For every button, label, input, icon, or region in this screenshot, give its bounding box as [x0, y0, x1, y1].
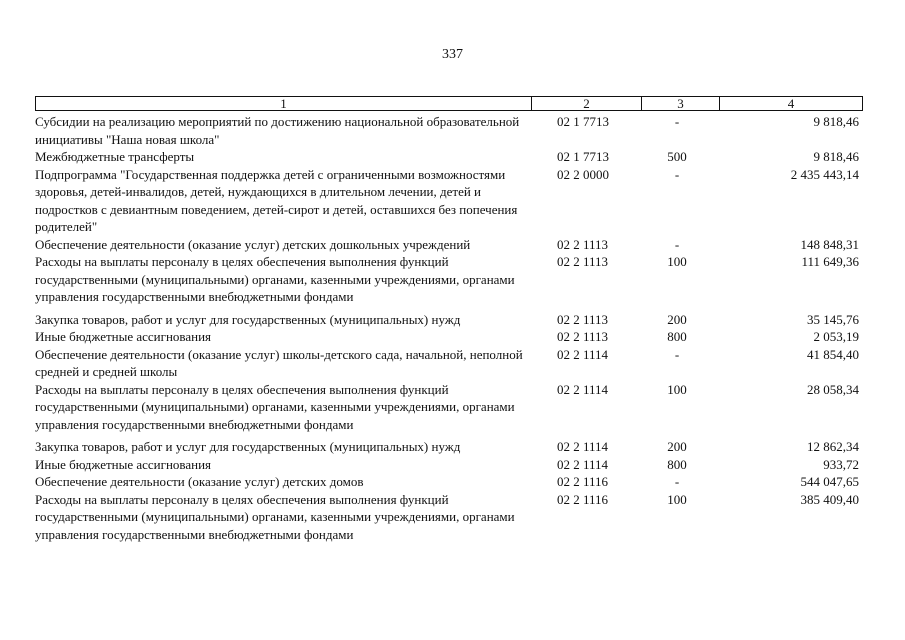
- header-col-3: 3: [642, 97, 720, 110]
- row-code: 02 2 1113: [557, 329, 609, 344]
- row-amount: 544 047,65: [800, 474, 859, 489]
- row-name: Субсидии на реализацию мероприятий по достижению национальной образовательной инициативы "Наша новая школа": [35, 114, 520, 147]
- row-code: 02 2 0000: [557, 166, 609, 182]
- table-row: [35, 113, 865, 148]
- row-type: 200: [667, 439, 687, 454]
- row-type: -: [674, 166, 680, 182]
- table-header: [35, 96, 863, 111]
- row-code: 02 2 1116: [557, 491, 609, 507]
- row-code: 02 2 1114: [557, 346, 609, 362]
- row-code: 02 1 7713: [557, 114, 609, 129]
- row-type: 800: [667, 329, 687, 344]
- row-type: 200: [667, 311, 687, 327]
- row-code: 02 2 1114: [557, 456, 609, 472]
- row-code: 02 2 1113: [557, 311, 609, 327]
- row-amount: 2 053,19: [813, 329, 859, 344]
- row-amount: 35 145,76: [807, 311, 859, 327]
- table-row: [35, 236, 865, 254]
- row-amount: 385 409,40: [800, 491, 859, 507]
- row-name: Закупка товаров, работ и услуг для государственных (муниципальных) нужд: [35, 311, 461, 327]
- header-col-1: 1: [36, 97, 532, 110]
- table-row: [35, 491, 865, 544]
- row-amount: 9 818,46: [813, 149, 859, 164]
- row-type: 100: [667, 491, 687, 507]
- page-number: 337: [442, 47, 463, 62]
- row-type: 100: [667, 254, 687, 269]
- row-name: Подпрограмма "Государственная поддержка детей с ограниченными возможностями здоровья, детей-инвалидов, детей, нуждающихся в длительном лечении, детей и подростков с девиантным поведением, детей-сирот и детей, оставшихся без попечения родителей": [35, 166, 518, 234]
- row-type: -: [674, 474, 680, 489]
- row-name: Расходы на выплаты персоналу в целях обеспечения выполнения функций государственными (муниципальными) органами, казенными учреждениями, органами управления государственными внебюджетными фондами: [35, 381, 515, 432]
- row-code: 02 2 1113: [557, 236, 609, 252]
- row-name: Расходы на выплаты персоналу в целях обеспечения выполнения функций государственными (муниципальными) органами, казенными учреждениями, органами управления государственными внебюджетными фондами: [35, 254, 515, 304]
- row-name: Расходы на выплаты персоналу в целях обеспечения выполнения функций государственными (муниципальными) органами, казенными учреждениями, органами управления государственными внебюджетными фондами: [35, 491, 515, 542]
- table-row: [35, 346, 865, 381]
- row-type: 500: [667, 149, 687, 164]
- row-type: -: [674, 114, 680, 129]
- row-amount: 12 862,34: [807, 439, 859, 454]
- row-name: Иные бюджетные ассигнования: [35, 329, 212, 344]
- table-row: [35, 166, 865, 236]
- table-row: [35, 473, 865, 491]
- row-name: Иные бюджетные ассигнования: [35, 456, 212, 472]
- table-row: [35, 311, 865, 329]
- row-name: Закупка товаров, работ и услуг для государственных (муниципальных) нужд: [35, 439, 461, 454]
- table-row: [35, 381, 865, 434]
- row-name: Обеспечение деятельности (оказание услуг) детских дошкольных учреждений: [35, 236, 471, 252]
- budget-table: [35, 113, 865, 543]
- table-row: [35, 328, 865, 346]
- row-type: -: [674, 236, 680, 252]
- row-code: 02 2 1113: [557, 254, 609, 269]
- table-row: [35, 456, 865, 474]
- row-amount: 933,72: [823, 456, 859, 472]
- table-row: [35, 148, 865, 166]
- row-code: 02 1 7713: [557, 149, 609, 164]
- row-name: Межбюджетные трансферты: [35, 149, 195, 164]
- header-col-2: 2: [532, 97, 642, 110]
- row-name: Обеспечение деятельности (оказание услуг) детских домов: [35, 474, 364, 489]
- row-amount: 41 854,40: [807, 346, 859, 362]
- row-amount: 2 435 443,14: [790, 166, 859, 182]
- row-amount: 111 649,36: [801, 254, 859, 269]
- row-amount: 9 818,46: [813, 114, 859, 129]
- row-code: 02 2 1116: [557, 474, 609, 489]
- row-type: 100: [667, 381, 687, 397]
- row-amount: 28 058,34: [807, 381, 859, 397]
- row-code: 02 2 1114: [557, 381, 609, 397]
- row-amount: 148 848,31: [800, 236, 859, 252]
- table-row: [35, 438, 865, 456]
- row-type: 800: [667, 456, 687, 472]
- table-row: [35, 253, 865, 306]
- header-col-4: 4: [787, 96, 795, 111]
- row-type: -: [674, 346, 680, 362]
- row-code: 02 2 1114: [557, 439, 609, 454]
- row-name: Обеспечение деятельности (оказание услуг) школы-детского сада, начальной, неполной средней и средней школы: [35, 346, 523, 379]
